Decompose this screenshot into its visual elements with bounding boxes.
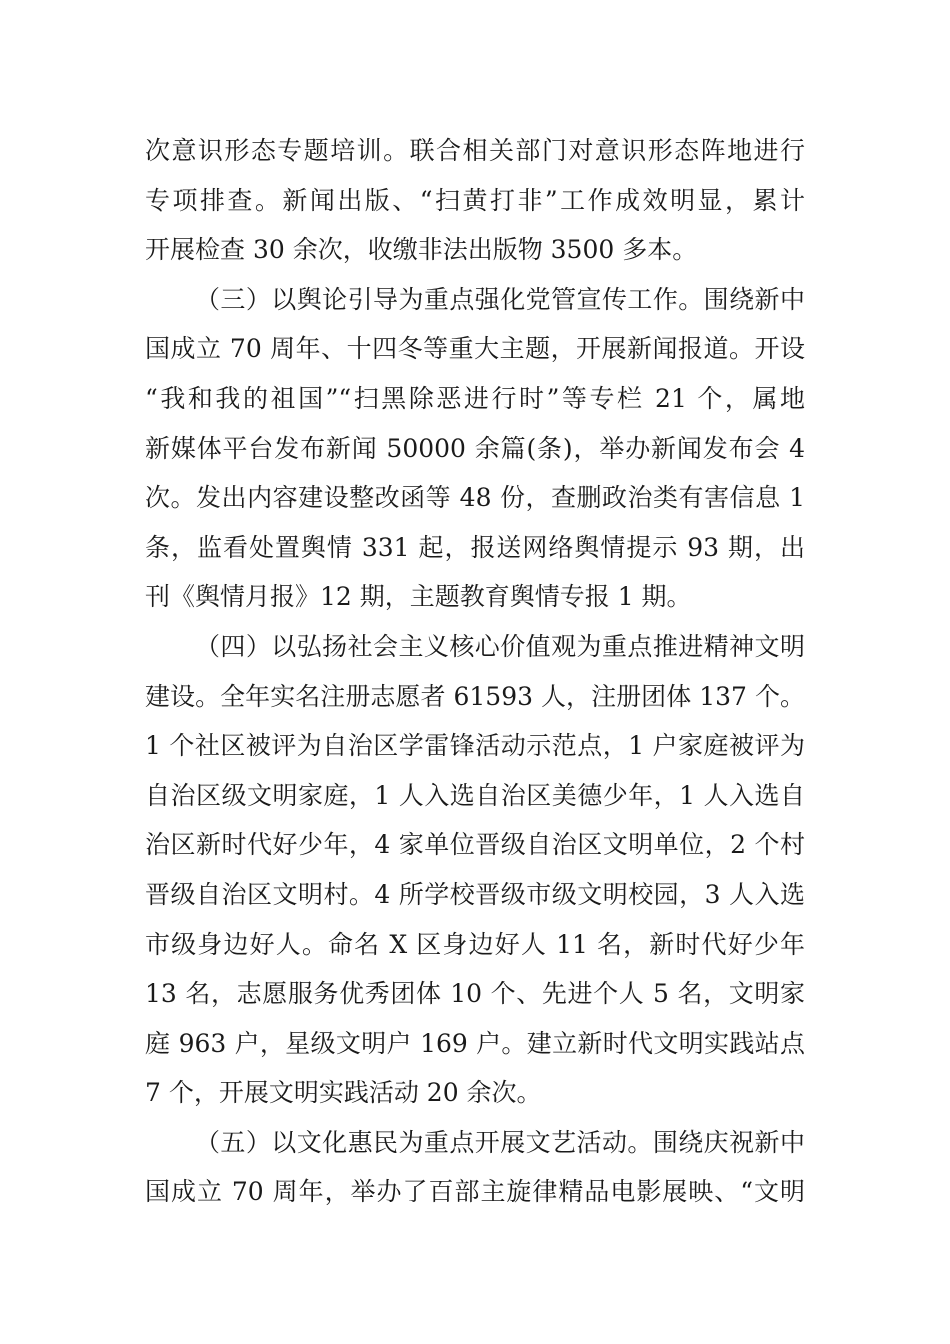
- text-line: 自治区级文明家庭，1 人入选自治区美德少年，1 人入选自: [145, 780, 805, 810]
- paragraph-first-line: （四）以弘扬社会主义核心价值观为重点推进精神文明: [195, 631, 805, 661]
- text-line: 国成立 70 周年、十四冬等重大主题，开展新闻报道。开设: [145, 334, 805, 364]
- text-line: 开展检查 30 余次，收缴非法出版物 3500 多本。: [145, 235, 698, 265]
- body-text: [145, 126, 805, 1217]
- text-line: 专项排查。新闻出版、“扫黄打非”工作成效明显，累计: [145, 185, 805, 215]
- text-line: 国成立 70 周年，举办了百部主旋律精品电影展映、“文明: [145, 1177, 805, 1207]
- text-line: 建设。全年实名注册志愿者 61593 人，注册团体 137 个。: [145, 681, 805, 711]
- text-line: 条，监看处置舆情 331 起，报送网络舆情提示 93 期，出: [145, 532, 805, 562]
- text-line: 1 个社区被评为自治区学雷锋活动示范点，1 户家庭被评为: [145, 731, 805, 761]
- text-line: 7 个，开展文明实践活动 20 余次。: [145, 1078, 542, 1108]
- text-line: 新媒体平台发布新闻 50000 余篇(条)，举办新闻发布会 4: [145, 433, 805, 463]
- text-line: 市级身边好人。命名 X 区身边好人 11 名，新时代好少年: [145, 929, 805, 959]
- paragraph-first-line: （五）以文化惠民为重点开展文艺活动。围绕庆祝新中: [195, 1127, 805, 1157]
- text-line: 刊《舆情月报》12 期，主题教育舆情专报 1 期。: [145, 582, 692, 612]
- text-line: 治区新时代好少年，4 家单位晋级自治区文明单位，2 个村: [145, 830, 805, 860]
- text-line: 庭 963 户，星级文明户 169 户。建立新时代文明实践站点: [145, 1028, 805, 1058]
- paragraph-first-line: （三）以舆论引导为重点强化党管宣传工作。围绕新中: [195, 284, 805, 314]
- text-line: 13 名，志愿服务优秀团体 10 个、先进个人 5 名，文明家: [145, 979, 805, 1009]
- text-line: “我和我的祖国”“扫黑除恶进行时”等专栏 21 个，属地: [145, 383, 805, 413]
- text-line: 晋级自治区文明村。4 所学校晋级市级文明校园，3 人入选: [145, 879, 805, 909]
- text-line: 次。发出内容建设整改函等 48 份，查删政治类有害信息 1: [145, 483, 805, 513]
- text-line: 次意识形态专题培训。联合相关部门对意识形态阵地进行: [145, 136, 805, 165]
